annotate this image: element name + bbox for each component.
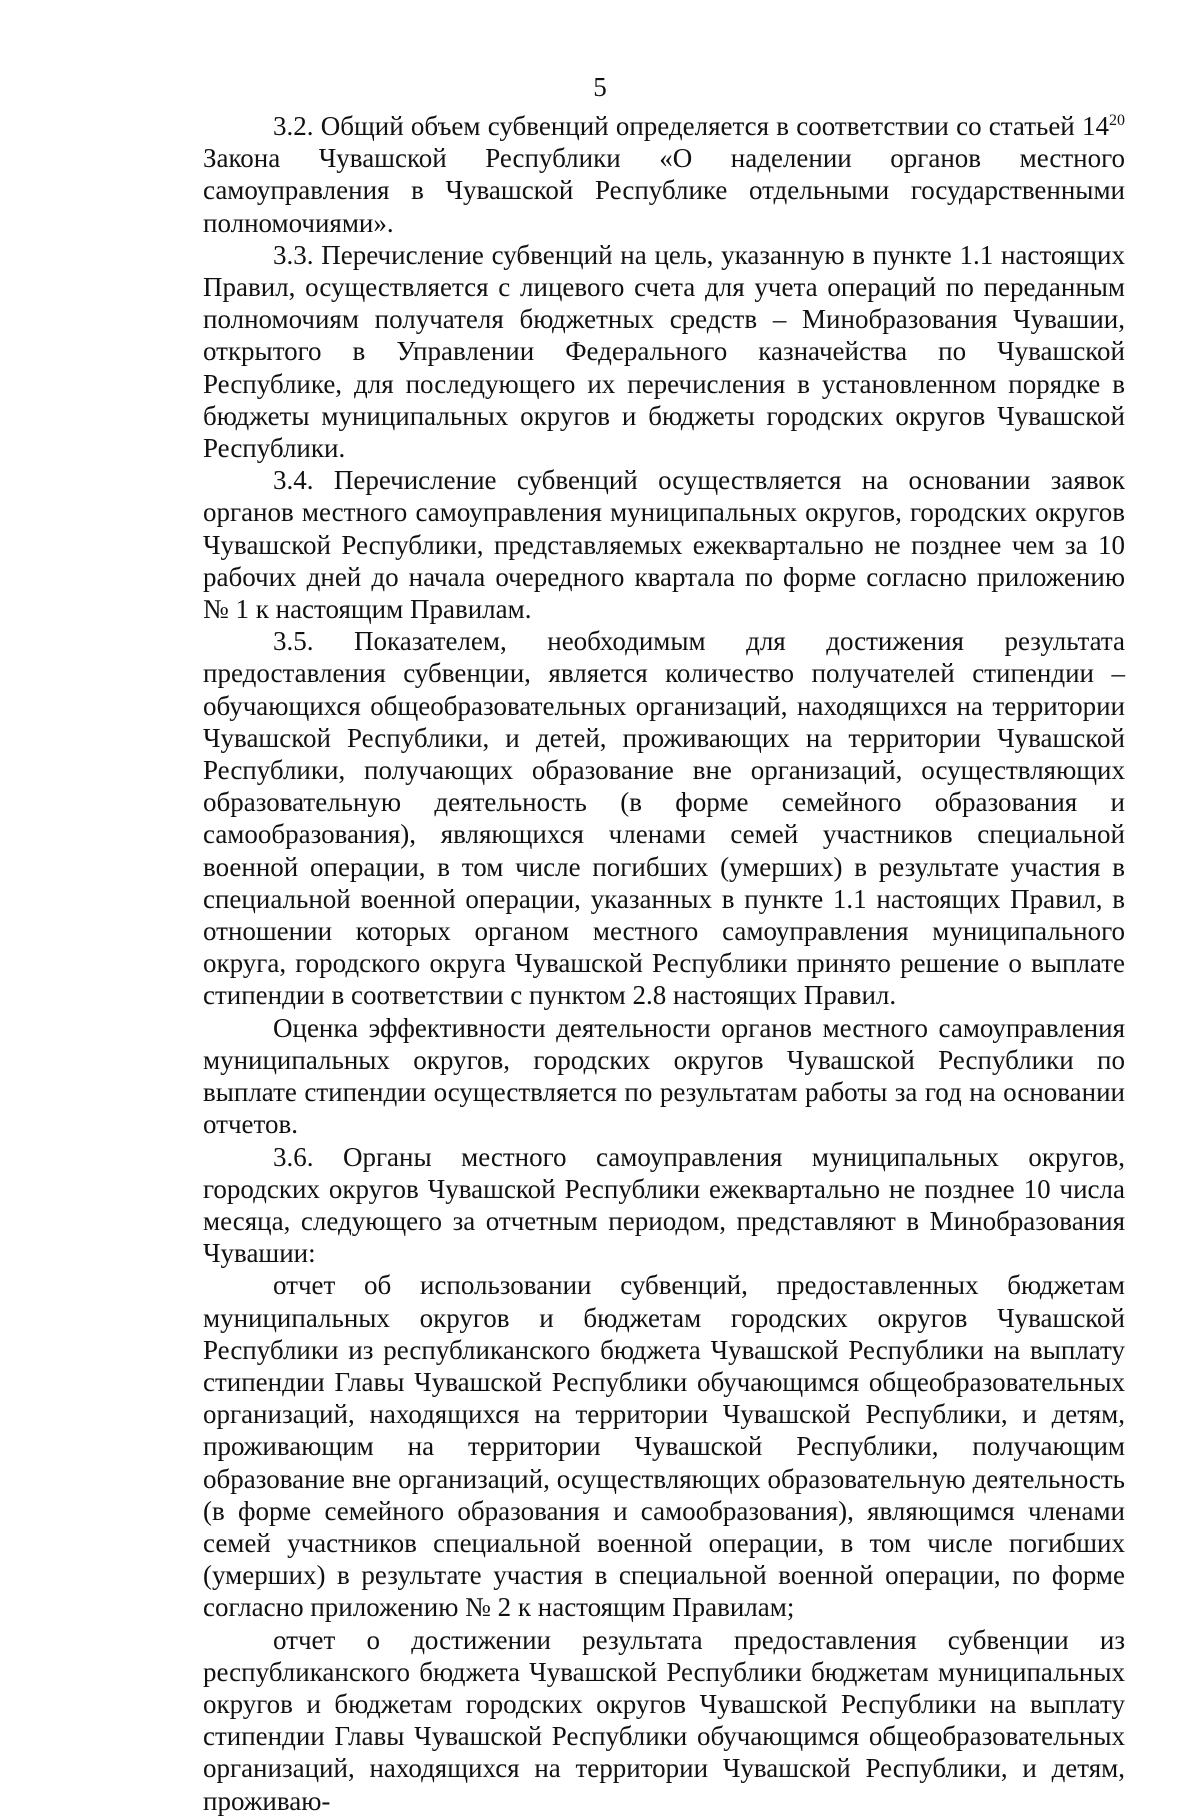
document-body [203, 110, 1125, 1817]
paragraph-3-4: 3.4. Перечисление субвенций осуществляется на основании заявок органов местного самоуправления муниципальных округов, городских округов Чувашской Республики, представляемых ежеквартально не позднее чем за 10 рабочих дней до начала очередного квартала по форме согласно приложению № 1 к настоящим Правилам. [203, 465, 1125, 625]
paragraph-result-report: отчет о достижении результата предоставления субвенции из республиканского бюджета Чувашской Республики бюджетам муниципальных округов и бюджетам городских округов Чувашской Республики на выплату стипендии Главы Чувашской Республики обучающимся общеобразовательных организаций, находящихся на территории Чувашской Республики, и детям, проживаю- [203, 1624, 1125, 1816]
paragraph-3-3: 3.3. Перечисление субвенций на цель, указанную в пункте 1.1 настоящих Правил, осуществляется с лицевого счета для учета операций по переданным полномочиям получателя бюджетных средств – Минобразования Чувашии, открытого в Управлении Федерального казначейства по Чувашской Республике, для последующего их перечисления в установленном порядке в бюджеты муниципальных округов и бюджеты городских округов Чувашской Республики. [203, 239, 1125, 464]
paragraph-3-6: 3.6. Органы местного самоуправления муниципальных округов, городских округов Чувашской Республики ежеквартально не позднее 10 числа месяца, следующего за отчетным периодом, представляют в Минобразования Чувашии: [203, 1141, 1125, 1269]
page-number: 5 [593, 72, 607, 102]
paragraph-3-2 [203, 110, 1125, 239]
article-superscript: 20 [1109, 112, 1125, 129]
paragraph-3-5: 3.5. Показателем, необходимым для достижения результата предоставления субвенции, является количество получателей стипендии – обучающихся общеобразовательных организаций, находящихся на территории Чувашской Республики, и детей, проживающих на территории Чувашской Республики, получающих образование вне организаций, осуществляющих образовательную деятельность (в форме семейного образования и самообразования), являющихся членами семей участников специальной военной операции, в том числе погибших (умерших) в результате участия в специальной военной операции, указанных в пункте 1.1 настоящих Правил, в отношении которых органом местного самоуправления муниципального округа, городского округа Чувашской Республики принято решение о выплате стипендии в соответствии с пунктом 2.8 настоящих Правил. [203, 626, 1125, 1011]
paragraph-usage-report: отчет об использовании субвенций, предоставленных бюджетам муниципальных округов и бюджетам городских округов Чувашской Республики из республиканского бюджета Чувашской Республики на выплату стипендии Главы Чувашской Республики обучающимся общеобразовательных организаций, находящихся на территории Чувашской Республики, и детям, проживающим на территории Чувашской Республики, получающим образование вне организаций, осуществляющих образовательную деятельность (в форме семейного образования и самообразования), являющимся членами семей участников специальной военной операции, в том числе погибших (умерших) в результате участия в специальной военной операции, по форме согласно приложению № 2 к настоящим Правилам; [203, 1270, 1125, 1623]
paragraph-3-2-continuation: Закона Чувашской Республики «О наделении органов местного самоуправления в Чувашской Республике отдельными государственными полномочиями». [203, 143, 1125, 238]
paragraph-efficiency-assessment: Оценка эффективности деятельности органов местного самоуправления муниципальных округов, городских округов Чувашской Республики по выплате стипендии осуществляется по результатам работы за год на основании отчетов. [203, 1012, 1125, 1140]
paragraph-3-2-text: 3.2. Общий объем субвенций определяется в соответствии со статьей 14 [273, 111, 1109, 141]
